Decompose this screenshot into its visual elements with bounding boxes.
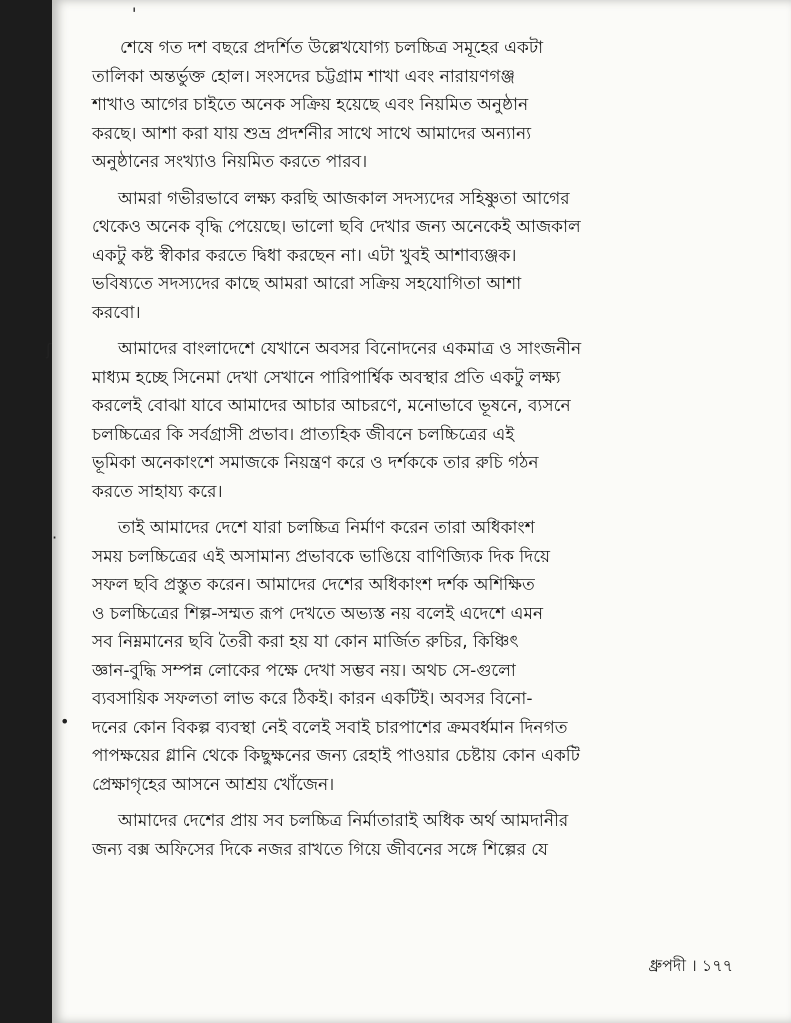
margin-mark: ·: [52, 528, 58, 547]
paragraph-3: আমাদের বাংলাদেশে যেখানে অবসর বিনোদনের একমাত্র ও সাংজনীন মাধ্যম হচ্ছে সিনেমা দেখা সেখানে পারিপার্শ্বিক অবস্থার প্রতি একটু লক্ষ্য করলেই বোঝা যাবে আমাদের আচার আচরণে, মনোভাবে ভূষনে, ব্যসনে চলচ্চিত্রের কি সর্বগ্রাসী প্রভাব। প্রাত্যহিক জীবনে চলচ্চিত্রের এই ভূমিকা অনেকাংশে সমাজকে নিয়ন্ত্রণ করে ও দর্শককে তার রুচি গঠন করতে সাহায্য করে।: [92, 339, 582, 502]
margin-mark: •: [60, 712, 70, 731]
body-text: [92, 34, 757, 872]
book-page: [46, 0, 791, 1023]
margin-mark: ʃ: [46, 340, 52, 359]
book-binding-edge: [0, 0, 52, 1023]
margin-mark: ': [132, 4, 137, 23]
paragraph-4: তাই আমাদের দেশে যারা চলচ্চিত্র নির্মাণ করেন তারা অধিকাংশ সময় চলচ্চিত্রের এই অসামান্য প্রভাবকে ভাঙিয়ে বাণিজ্যিক দিক দিয়ে সফল ছবি প্রস্তুত করেন। আমাদের দেশের অধিকাংশ দর্শক অশিক্ষিত ও চলচ্চিত্রের শিল্প-সম্মত রূপ দেখতে অভ্যস্ত নয় বলেই এদেশে এমন সব নিম্নমানের ছবি তৈরী করা হয় যা কোন মার্জিত রুচির, কিঞ্চিৎ জ্ঞান-বুদ্ধি সম্পন্ন লোকের পক্ষে দেখা সম্ভব নয়। অথচ সে-গুলো ব্যবসায়িক সফলতা লাভ করে ঠিকই। কারন একটিই। অবসর বিনো- দনের কোন বিকল্প ব্যবস্থা নেই বলেই সবাই চারপাশের ক্রমবর্ধমান দিনগত পাপক্ষয়ের গ্লানি থেকে কিছুক্ষনের জন্য রেহাই পাওয়ার চেষ্টায় কোন একটি প্রেক্ষাগৃহের আসনে আশ্রয় খোঁজেন।: [92, 518, 580, 795]
page-footer: ধ্রুপদী । ১৭৭: [648, 956, 733, 975]
paragraph-2: আমরা গভীরভাবে লক্ষ্য করছি আজকাল সদস্যদের সহিষ্ণুতা আগের থেকেও অনেক বৃদ্ধি পেয়েছে। ভালো ছবি দেখার জন্য অনেকেই আজকাল একটু কষ্ট স্বীকার করতে দ্বিধা করছেন না। এটা খুবই আশাব্যঞ্জক। ভবিষ্যতে সদস্যদের কাছে আমরা আরো সক্রিয় সহযোগিতা আশা করবো।: [92, 188, 581, 323]
paragraph-1: শেষে গত দশ বছরে প্রদর্শিত উল্লেখযোগ্য চলচ্চিত্র সমূহের একটা তালিকা অন্তর্ভুক্ত হোল। সংসদের চট্টগ্রাম শাখা এবং নারায়ণগঞ্জ শাখাও আগের চাইতে অনেক সক্রিয় হয়েছে এবং নিয়মিত অনুষ্ঠান করছে। আশা করা যায় শুভ্র প্রদর্শনীর সাথে সাথে আমাদের অন্যান্য অনুষ্ঠানের সংখ্যাও নিয়মিত করতে পারব।: [92, 38, 544, 172]
paragraph-5: আমাদের দেশের প্রায় সব চলচ্চিত্র নির্মাতারাই অধিক অর্থ আমদানীর জন্য বক্স অফিসের দিকে নজর রাখতে গিয়ে জীবনের সঙ্গে শিল্পের যে: [92, 811, 569, 860]
